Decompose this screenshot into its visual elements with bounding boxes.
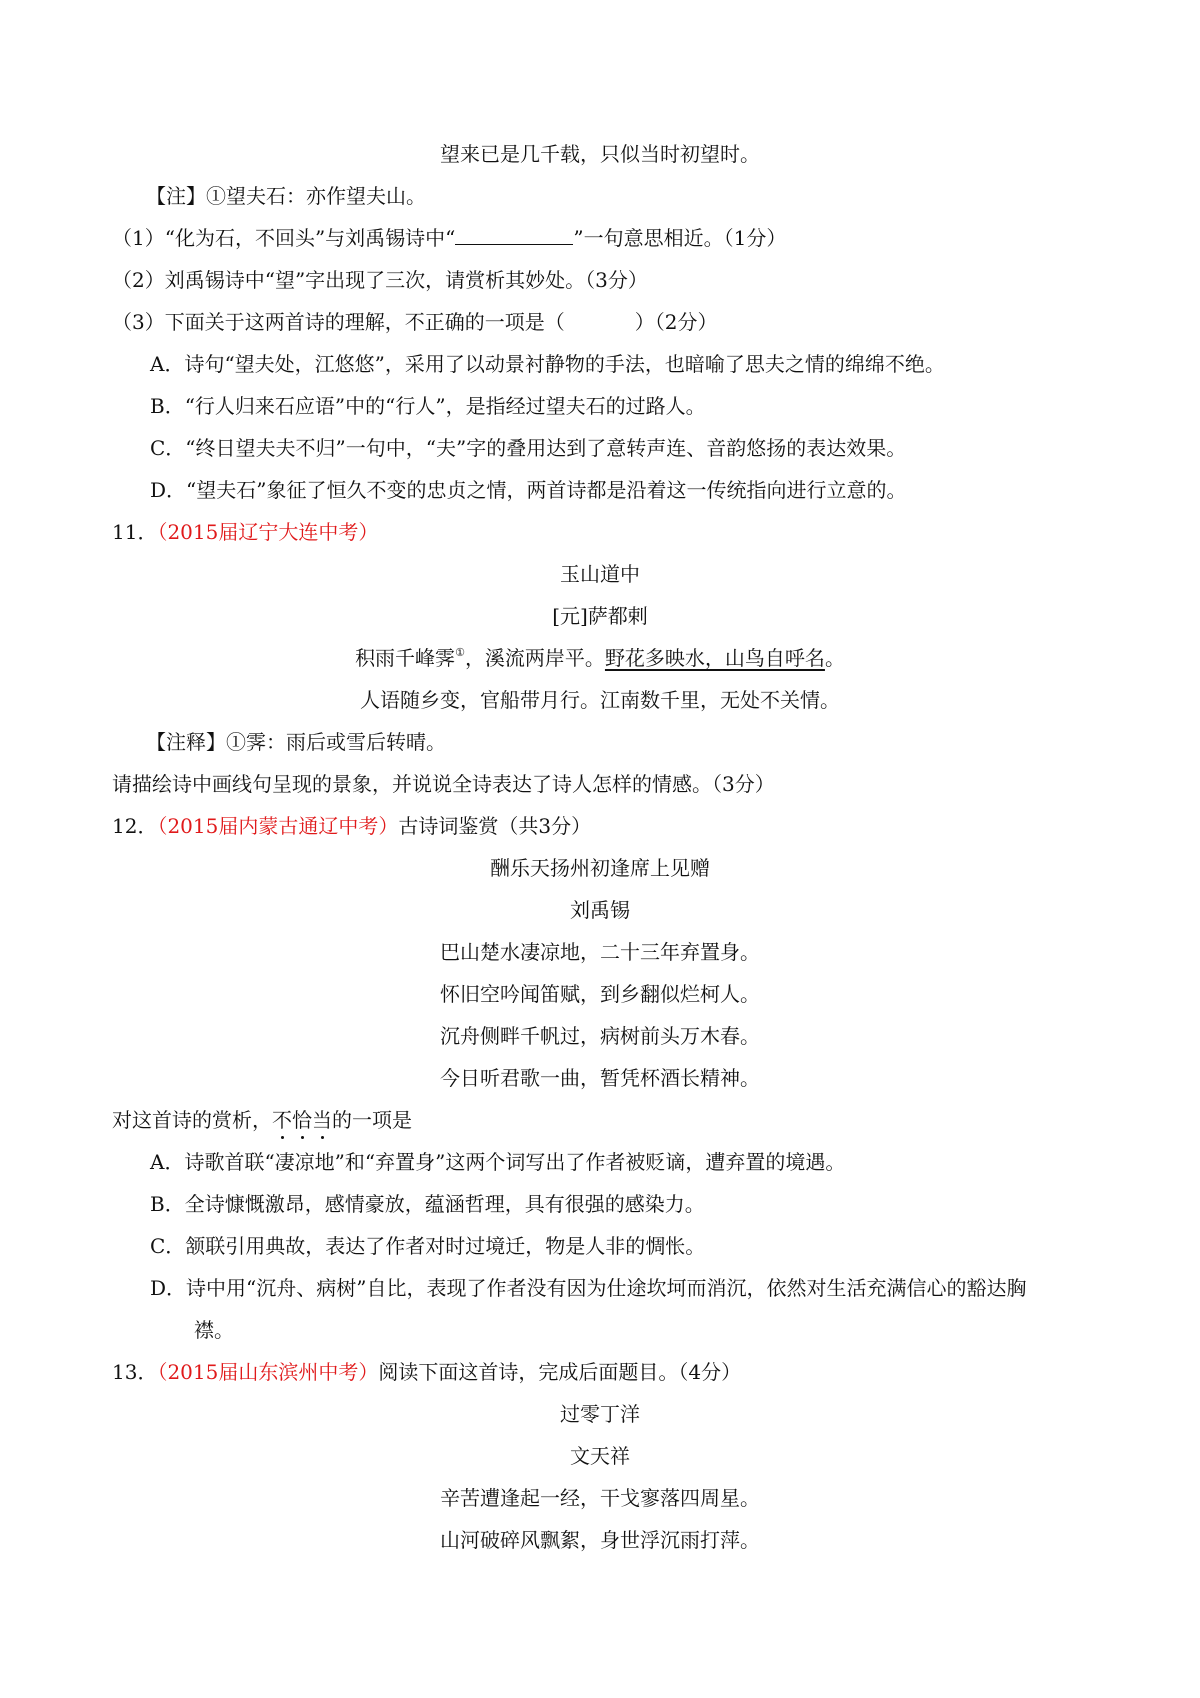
option-d: D．“望夫石”象征了恒久不变的忠贞之情，两首诗都是沿着这一传统指向进行立意的。 [150,478,907,502]
question-2: （2）刘禹锡诗中“望”字出现了三次，请赏析其妙处。（3分） [112,268,648,292]
option-a: A．诗句“望夫处，江悠悠”，采用了以动景衬静物的手法，也暗喻了思夫之情的绵绵不绝。 [150,352,945,376]
poem-title: 玉山道中 [560,562,640,586]
option-c: C．颔联引用典故，表达了作者对时过境迁，物是人非的惆怅。 [150,1234,706,1258]
poem-line: 怀旧空吟闻笛赋，到乡翻似烂柯人。 [440,982,760,1006]
question-stem: 对这首诗的赏析，不恰当的一项是 [112,1108,412,1132]
question-text: 请描绘诗中画线句呈现的景象，并说说全诗表达了诗人怎样的情感。（3分） [112,772,775,796]
option-c: C．“终日望夫夫不归”一句中，“夫”字的叠用达到了意转声连、音韵悠扬的表达效果。 [150,436,907,460]
poem-line: 沉舟侧畔千帆过，病树前头万木春。 [440,1024,760,1048]
poem-title: 酬乐天扬州初逢席上见赠 [490,856,710,880]
poem-author: [元]萨都剌 [552,604,648,628]
q12-header: 12．（2015届内蒙古通辽中考）古诗词鉴赏（共3分） [112,814,592,838]
question-1: （1）“化为石，不回头”与刘禹锡诗中“ ”一句意思相近。（1分） [112,226,787,250]
option-b: B．“行人归来石应语”中的“行人”，是指经过望夫石的过路人。 [150,394,706,418]
question-3: （3）下面关于这两首诗的理解，不正确的一项是（ ）（2分） [112,310,718,334]
poem-author: 文天祥 [570,1444,630,1468]
answer-blank[interactable] [455,226,573,245]
q13-header: 13．（2015届山东滨州中考）阅读下面这首诗，完成后面题目。（4分） [112,1360,742,1384]
source-tag: （2015届山东滨州中考） [157,1360,379,1384]
source-tag: （2015届辽宁大连中考） [157,520,379,544]
note: 【注】①望夫石：亦作望夫山。 [146,184,426,208]
underlined-line: 野花多映水，山鸟自呼名 [604,646,825,670]
poem-line: 积雨千峰霁①，溪流两岸平。野花多映水，山鸟自呼名。 [355,646,845,670]
q11-header: 11．（2015届辽宁大连中考） [112,520,379,544]
option-a: A．诗歌首联“凄凉地”和“弃置身”这两个词写出了作者被贬谪，遭弃置的境遇。 [150,1150,846,1174]
source-tag: （2015届内蒙古通辽中考） [157,814,399,838]
option-d-continued: 襟。 [194,1318,234,1342]
poem-line: 山河破碎风飘絮，身世浮沉雨打萍。 [440,1528,760,1552]
note: 【注释】①霁：雨后或雪后转晴。 [146,730,446,754]
poem-line: 今日听君歌一曲，暂凭杯酒长精神。 [440,1066,760,1090]
option-b: B．全诗慷慨激昂，感情豪放，蕴涵哲理，具有很强的感染力。 [150,1192,705,1216]
poem-title: 过零丁洋 [560,1402,640,1426]
poem-author: 刘禹锡 [570,898,630,922]
emphasized-text: 不恰当 [272,1108,332,1132]
poem-line: 人语随乡变，官船带月行。江南数千里，无处不关情。 [360,688,840,712]
poem-line: 巴山楚水凄凉地，二十三年弃置身。 [440,940,760,964]
option-d: D．诗中用“沉舟、病树”自比，表现了作者没有因为仕途坎坷而消沉，依然对生活充满信心的豁达胸 [150,1276,1027,1300]
poem-line: 辛苦遭逢起一经，干戈寥落四周星。 [440,1486,760,1510]
poem-line: 望来已是几千载，只似当时初望时。 [440,142,760,166]
